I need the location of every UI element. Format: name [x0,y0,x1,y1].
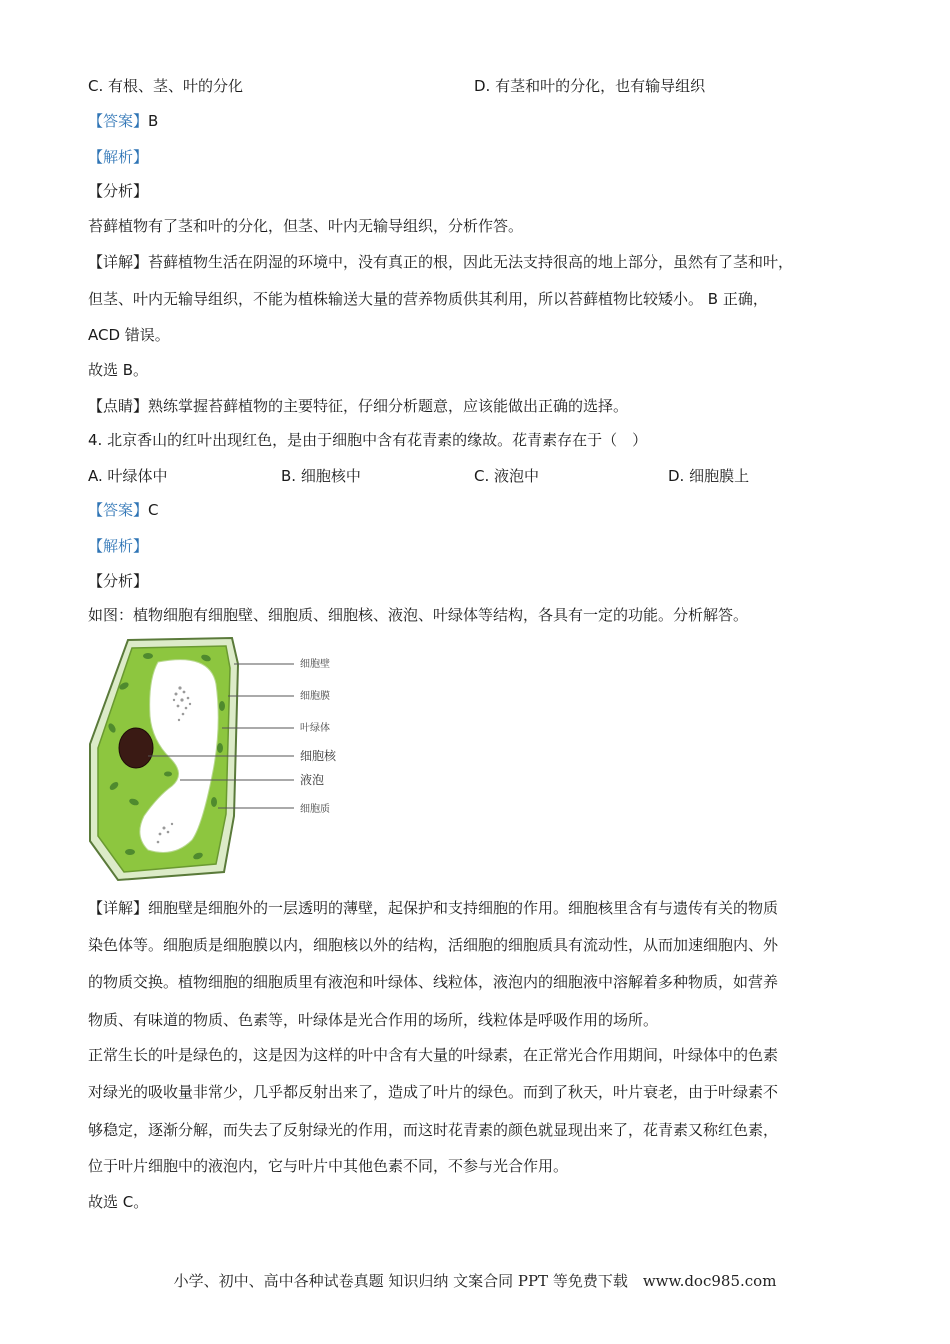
q4-detail-p1-line: 【详解】细胞壁是细胞外的一层透明的薄壁，起保护和支持细胞的作用。细胞核里含有与遗传有关的物质 [88,899,779,917]
q3-option-c: C. 有根、茎、叶的分化 [88,77,244,95]
answer-value: B [148,112,159,130]
q3-detail-line-3: ACD 错误。 [88,326,170,344]
nucleus [119,728,153,768]
plant-cell-diagram [88,636,358,884]
answer-tag: 【答案】 [88,501,149,519]
q3-detail-line-1: 【详解】苔藓植物生活在阴湿的环境中，没有真正的根，因此无法支持很高的地上部分，虽然有了茎和叶， [88,253,794,271]
q3-fenxi-text: 苔藓植物有了茎和叶的分化，但茎、叶内无输导组织，分析作答。 [88,217,524,235]
q4-fenxi-tag: 【分析】 [88,572,149,590]
q4-detail-p2-line: 够稳定，逐渐分解，而失去了反射绿光的作用，而这时花青素的颜色就显现出来了，花青素又称红色素， [88,1121,779,1139]
answer-tag: 【答案】 [88,112,149,130]
q3-option-d: D. 有茎和叶的分化，也有输导组织 [474,77,706,95]
label-cell-membrane: 细胞膜 [300,691,330,702]
q3-analysis-tag: 【解析】 [88,148,149,166]
q4-detail-p2-line: 正常生长的叶是绿色的，这是因为这样的叶中含有大量的叶绿素，在正常光合作用期间，叶绿体中的色素 [88,1046,779,1064]
q4-option-c: C. 液泡中 [474,467,540,485]
q4-question: 4. 北京香山的红叶出现红色，是由于细胞中含有花青素的缘故。花青素存在于（ ） [88,431,648,449]
q4-analysis-tag: 【解析】 [88,537,149,555]
page-footer: 小学、初中、高中各种试卷真题 知识归纳 文案合同 PPT 等免费下载 www.doc985.com [173,1272,777,1290]
q3-fenxi-tag: 【分析】 [88,182,149,200]
q4-option-d: D. 细胞膜上 [668,467,750,485]
q3-answer [88,111,158,131]
q4-detail-p2-line: 对绿光的吸收量非常少，几乎都反射出来了，造成了叶片的绿色。而到了秋天，叶片衰老，由于叶绿素不 [88,1083,779,1101]
label-cytoplasm: 细胞质 [300,804,330,815]
q3-choose: 故选 B。 [88,361,149,379]
label-nucleus: 细胞核 [300,749,337,763]
q4-detail-p1-line: 的物质交换。植物细胞的细胞质里有液泡和叶绿体、线粒体，液泡内的细胞液中溶解着多种物质，如营养 [88,973,779,991]
q4-option-b: B. 细胞核中 [281,467,361,485]
q4-detail-p1-line: 染色体等。细胞质是细胞膜以内，细胞核以外的结构，活细胞的细胞质具有流动性，从而加速细胞内、外 [88,936,779,954]
q4-detail-p1-line: 物质、有味道的物质、色素等，叶绿体是光合作用的场所，线粒体是呼吸作用的场所。 [88,1011,659,1029]
q4-fenxi-text: 如图：植物细胞有细胞壁、细胞质、细胞核、液泡、叶绿体等结构，各具有一定的功能。分析解答。 [88,606,749,624]
label-vacuole: 液泡 [300,773,325,787]
q4-detail-p2-line: 位于叶片细胞中的液泡内，它与叶片中其他色素不同，不参与光合作用。 [88,1157,569,1175]
answer-value: C [148,501,159,519]
q4-choose: 故选 C。 [88,1193,149,1211]
q4-option-a: A. 叶绿体中 [88,467,168,485]
q3-detail-line-2: 但茎、叶内无输导组织，不能为植株输送大量的营养物质供其利用，所以苔藓植物比较矮小。 B 正确， [88,290,768,308]
label-chloroplast: 叶绿体 [300,723,330,734]
q3-dianjing: 【点睛】熟练掌握苔藓植物的主要特征，仔细分析题意，应该能做出正确的选择。 [88,397,629,415]
q4-answer [88,500,159,520]
label-cell-wall: 细胞壁 [300,659,330,670]
